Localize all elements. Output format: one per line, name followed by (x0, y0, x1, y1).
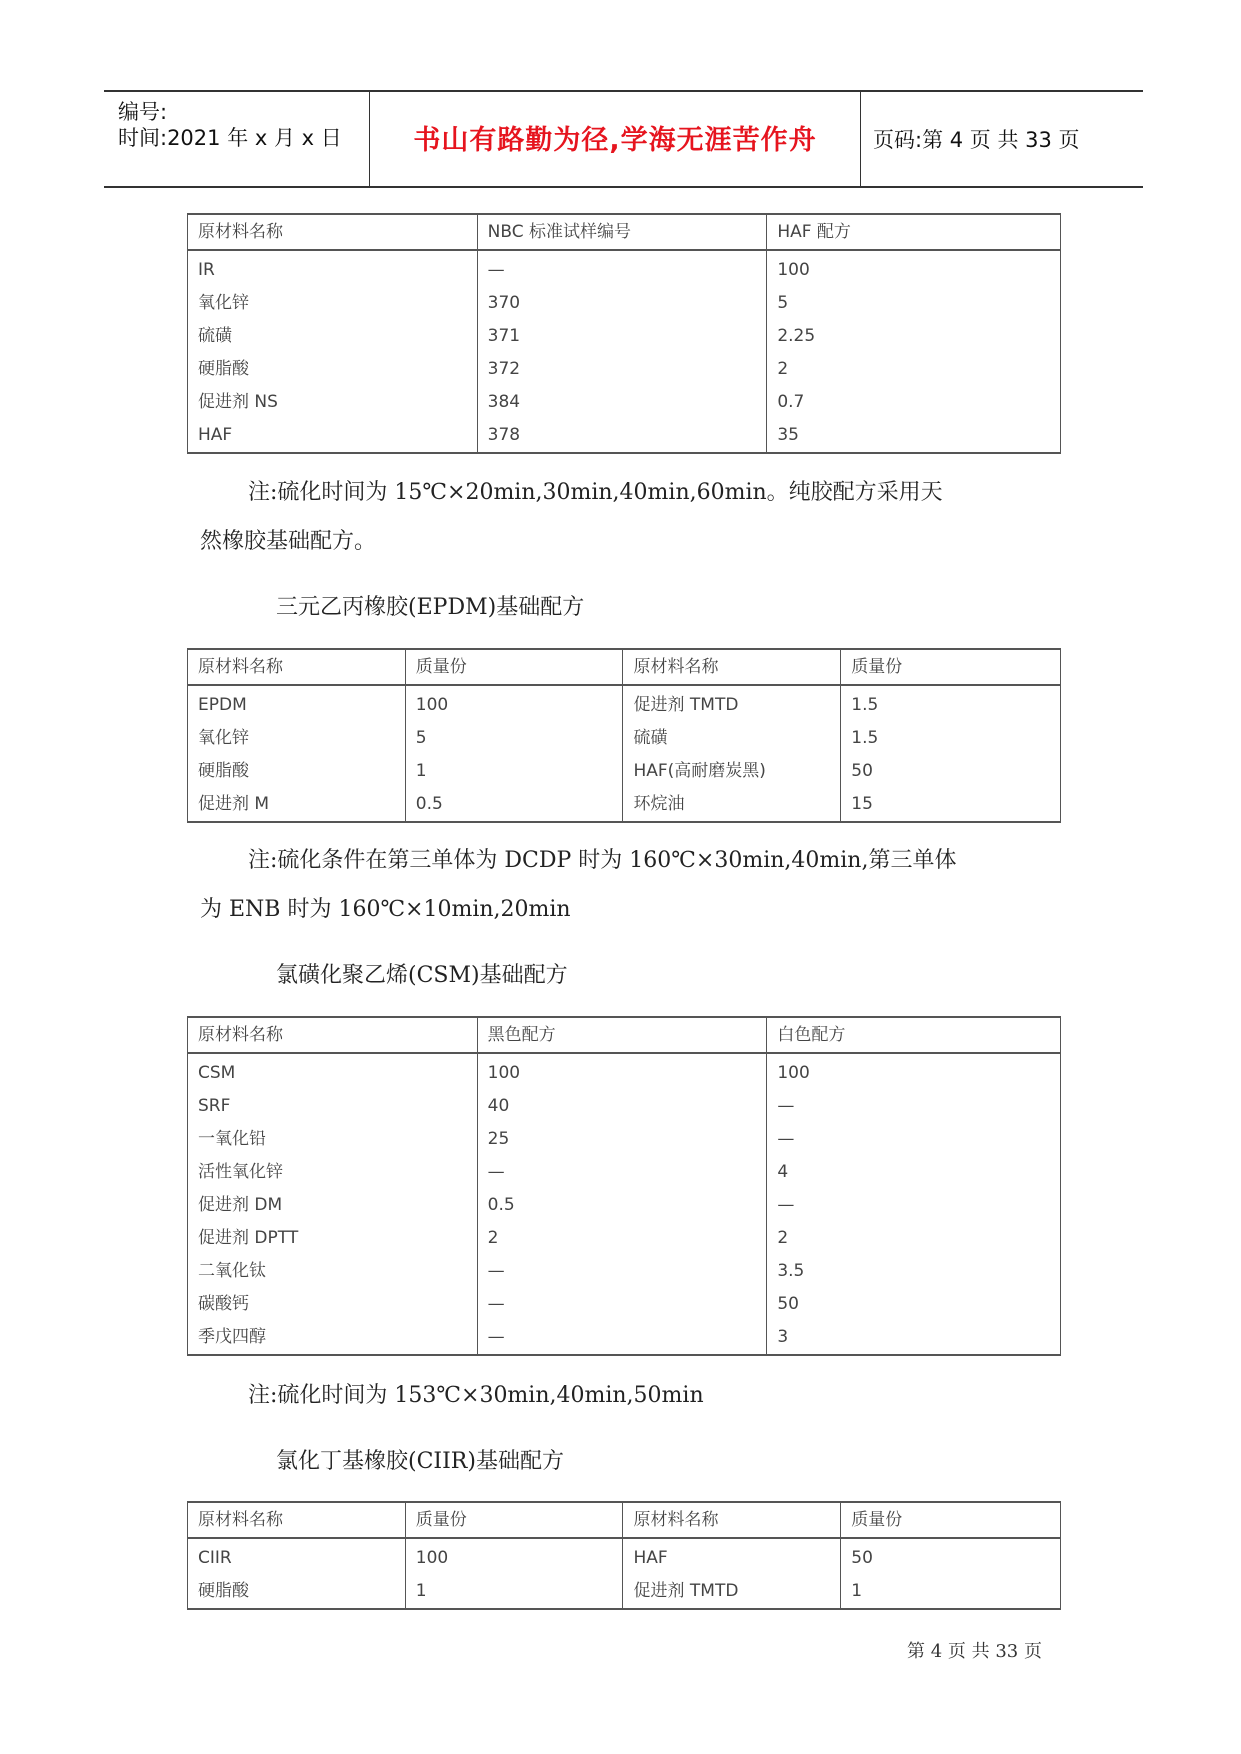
table-cell: EPDM (188, 685, 406, 722)
table-row (188, 1575, 1061, 1609)
table-cell: 0.5 (477, 1189, 767, 1222)
table-cell: 硬脂酸 (188, 755, 406, 788)
table-cell: 50 (767, 1288, 1061, 1321)
table-cell: 1 (405, 755, 623, 788)
table-cell: 25 (477, 1123, 767, 1156)
table-cell: 碳酸钙 (188, 1288, 478, 1321)
table-row (188, 1321, 1061, 1355)
motto: 书山有路勤为径,学海无涯苦作舟 (413, 125, 817, 156)
table-cell: 促进剂 M (188, 788, 406, 822)
table-cell: 100 (767, 1053, 1061, 1090)
table-cell: 370 (477, 287, 767, 320)
table-cell: 50 (841, 1538, 1061, 1575)
table-cell: 378 (477, 419, 767, 453)
table-cell: 5 (405, 722, 623, 755)
table-cell: 季戊四醇 (188, 1321, 478, 1355)
table-row (188, 353, 1061, 386)
column-header: 质量份 (841, 649, 1061, 685)
table-cell: CIIR (188, 1538, 406, 1575)
table-cell: 100 (405, 1538, 623, 1575)
number-label: 编号: (118, 100, 168, 124)
table-cell: 氧化锌 (188, 722, 406, 755)
column-header: 质量份 (405, 649, 623, 685)
table-cell: 2 (767, 353, 1061, 386)
page-footer: 第 4 页 共 33 页 (907, 1641, 1042, 1662)
table-cell: 1 (841, 1575, 1061, 1609)
table-row (188, 287, 1061, 320)
table-row (188, 1255, 1061, 1288)
table-cell: 1 (405, 1575, 623, 1609)
page-label: 页码:第 4 页 共 33 页 (873, 128, 1080, 152)
note-paragraph: 为 ENB 时为 160℃×10min,20min (200, 897, 571, 922)
table-cell: — (477, 1156, 767, 1189)
table-cell: 促进剂 NS (188, 386, 478, 419)
table-epdm (187, 648, 1061, 823)
table-row (188, 250, 1061, 287)
table-cell: HAF (623, 1538, 841, 1575)
table-cell: 活性氧化锌 (188, 1156, 478, 1189)
table-row (188, 685, 1061, 722)
table-cell: 氧化锌 (188, 287, 478, 320)
column-header: 原材料名称 (188, 214, 478, 250)
table-cell: HAF(高耐磨炭黑) (623, 755, 841, 788)
table-row (188, 419, 1061, 453)
table-cell: HAF (188, 419, 478, 453)
table-cell: 3.5 (767, 1255, 1061, 1288)
table-cell: — (477, 1288, 767, 1321)
table-cell: 5 (767, 287, 1061, 320)
table-ir-haf (187, 213, 1061, 454)
header-meta (104, 92, 369, 186)
table-cell: 硬脂酸 (188, 353, 478, 386)
table-cell: 2 (767, 1222, 1061, 1255)
note-paragraph: 注:硫化时间为 15℃×20min,30min,40min,60min。纯胶配方采用天 (248, 480, 943, 505)
table-cell: 2 (477, 1222, 767, 1255)
table-cell: 50 (841, 755, 1061, 788)
table-row (188, 320, 1061, 353)
column-header: 原材料名称 (188, 1502, 406, 1538)
table-row (188, 755, 1061, 788)
table-cell: — (767, 1090, 1061, 1123)
table-row (188, 1090, 1061, 1123)
table-cell: 384 (477, 386, 767, 419)
table-row (188, 1156, 1061, 1189)
table-cell: 100 (405, 685, 623, 722)
table-row (188, 386, 1061, 419)
section-title-csm: 氯磺化聚乙烯(CSM)基础配方 (276, 963, 568, 988)
table-cell: 15 (841, 788, 1061, 822)
table-cell: 371 (477, 320, 767, 353)
section-title-ciir: 氯化丁基橡胶(CIIR)基础配方 (276, 1449, 564, 1474)
table-cell: 1.5 (841, 722, 1061, 755)
table-cell: 0.5 (405, 788, 623, 822)
table-row (188, 788, 1061, 822)
table-cell: 100 (477, 1053, 767, 1090)
table-row (188, 1538, 1061, 1575)
table-ciir (187, 1501, 1061, 1610)
table-cell: 促进剂 DM (188, 1189, 478, 1222)
note-paragraph: 注:硫化时间为 153℃×30min,40min,50min (248, 1383, 704, 1408)
table-cell: 3 (767, 1321, 1061, 1355)
table-cell: IR (188, 250, 478, 287)
table-cell: — (477, 1321, 767, 1355)
header-motto-cell (369, 92, 861, 186)
column-header: HAF 配方 (767, 214, 1061, 250)
column-header: 原材料名称 (188, 649, 406, 685)
note-paragraph: 然橡胶基础配方。 (200, 529, 377, 554)
table-cell: 二氧化钛 (188, 1255, 478, 1288)
table-csm (187, 1016, 1061, 1356)
table-cell: 硫磺 (188, 320, 478, 353)
column-header: NBC 标准试样编号 (477, 214, 767, 250)
table-cell: 环烷油 (623, 788, 841, 822)
column-header: 原材料名称 (623, 1502, 841, 1538)
column-header: 质量份 (405, 1502, 623, 1538)
table-row (188, 722, 1061, 755)
table-cell: — (477, 250, 767, 287)
table-cell: 372 (477, 353, 767, 386)
table-cell: — (477, 1255, 767, 1288)
table-cell: 促进剂 TMTD (623, 1575, 841, 1609)
page-header (104, 90, 1143, 188)
table-cell: 0.7 (767, 386, 1061, 419)
table-cell: 1.5 (841, 685, 1061, 722)
table-row (188, 1123, 1061, 1156)
table-cell: SRF (188, 1090, 478, 1123)
table-cell: 硬脂酸 (188, 1575, 406, 1609)
table-cell: — (767, 1189, 1061, 1222)
column-header: 原材料名称 (188, 1017, 478, 1053)
section-title-epdm: 三元乙丙橡胶(EPDM)基础配方 (276, 595, 585, 620)
table-cell: 4 (767, 1156, 1061, 1189)
table-row (188, 1222, 1061, 1255)
column-header: 原材料名称 (623, 649, 841, 685)
time-label: 时间:2021 年 x 月 x 日 (118, 126, 342, 150)
table-cell: 100 (767, 250, 1061, 287)
table-cell: 35 (767, 419, 1061, 453)
table-cell: 40 (477, 1090, 767, 1123)
column-header: 黑色配方 (477, 1017, 767, 1053)
note-paragraph: 注:硫化条件在第三单体为 DCDP 时为 160℃×30min,40min,第三单体 (248, 848, 957, 873)
header-page-cell (861, 92, 1143, 186)
column-header: 质量份 (841, 1502, 1061, 1538)
table-cell: CSM (188, 1053, 478, 1090)
table-row (188, 1053, 1061, 1090)
table-cell: 促进剂 TMTD (623, 685, 841, 722)
table-row (188, 1189, 1061, 1222)
column-header: 白色配方 (767, 1017, 1061, 1053)
table-cell: — (767, 1123, 1061, 1156)
table-cell: 硫磺 (623, 722, 841, 755)
table-row (188, 1288, 1061, 1321)
table-cell: 促进剂 DPTT (188, 1222, 478, 1255)
table-cell: 一氧化铅 (188, 1123, 478, 1156)
table-cell: 2.25 (767, 320, 1061, 353)
